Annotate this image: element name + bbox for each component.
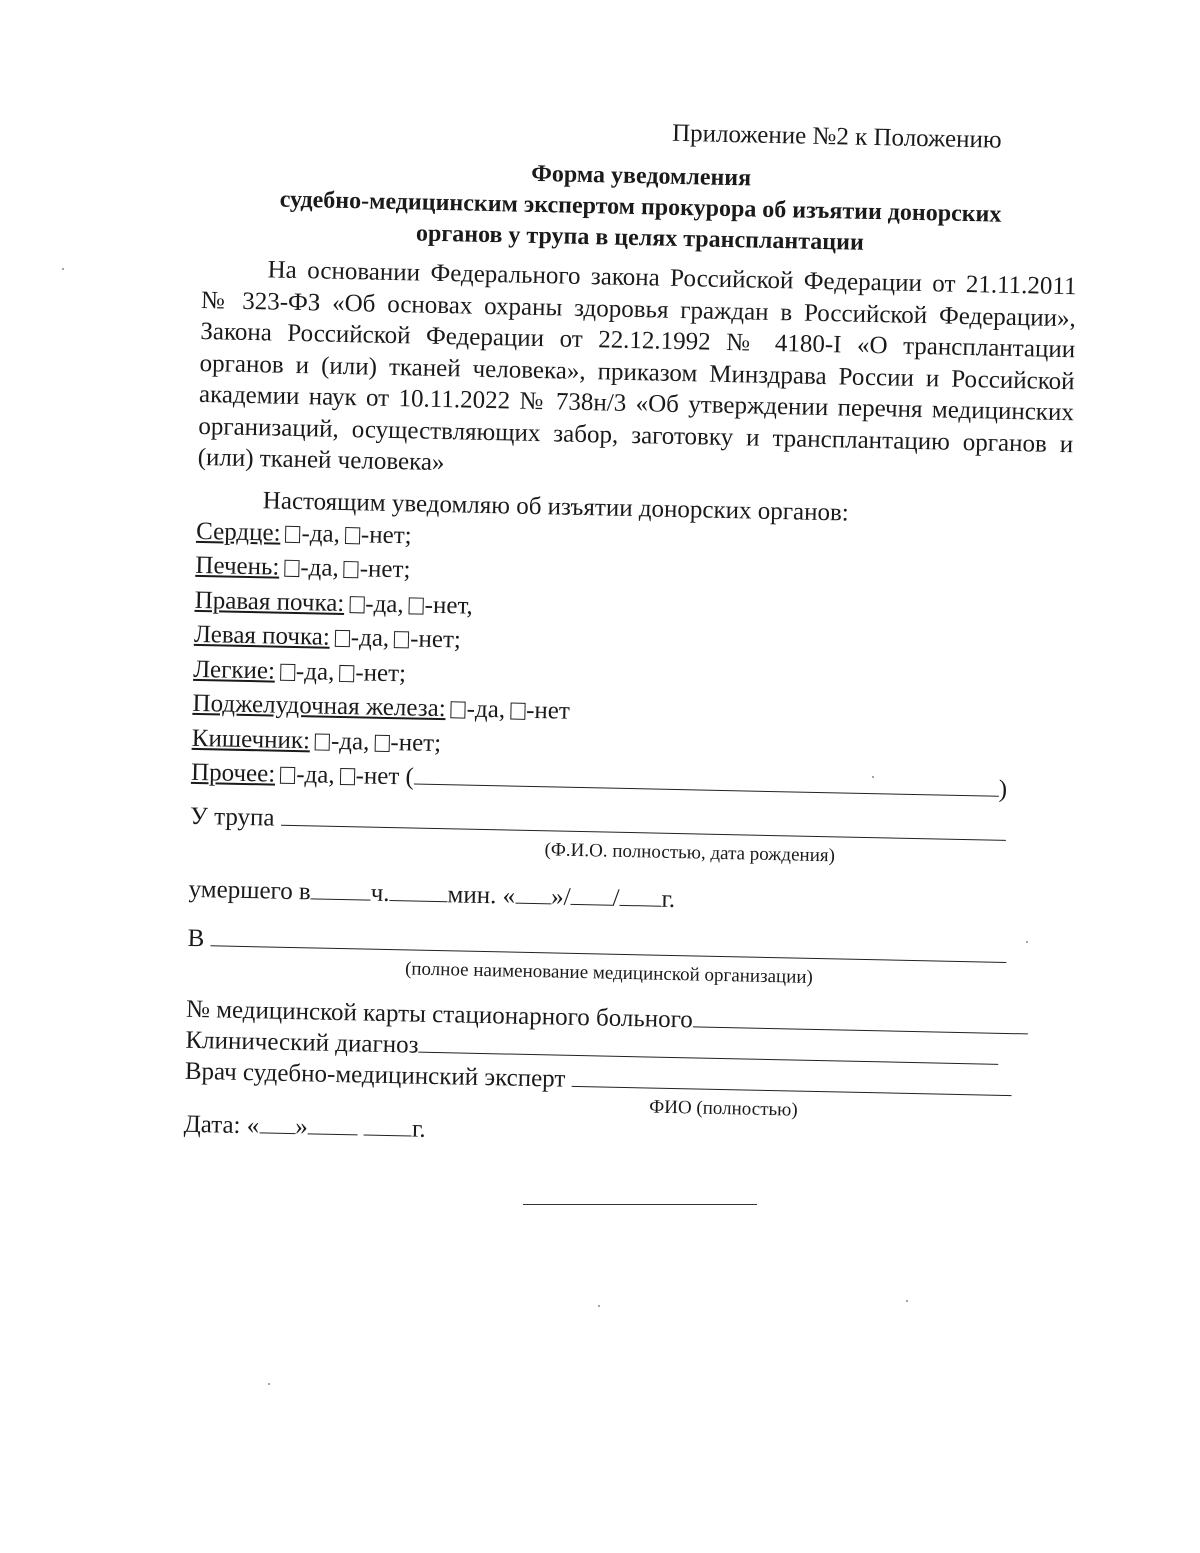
date-year-label: г. — [411, 1115, 426, 1143]
checkbox-no[interactable] — [339, 664, 354, 681]
yes-label: -да, — [295, 761, 335, 789]
title-line-3: органов у трупа в целях трансплантации — [415, 220, 865, 256]
organ-label: Сердце: — [195, 517, 281, 547]
yes-label: -да, — [295, 657, 335, 686]
checkbox-no[interactable] — [510, 703, 525, 720]
close-paren: ) — [998, 775, 1008, 803]
organ-label: Прочее: — [190, 758, 276, 788]
checkbox-no[interactable] — [345, 527, 360, 544]
corpse-name-field[interactable] — [281, 802, 1006, 840]
legal-basis-paragraph: На основании Федерального закона Российской Федерации от 21.11.2011 № 323-ФЗ «Об основах охраны здоровья граждан в Российской Федерации», Закона Российской Федерации от 22.12.1992 № 4180-I «О трансплантации органов и (или) тканей человека», приказом Минздрава России и Российской академии наук от 10.11.2022 № 738н/3 «Об утверждении перечня медицинских организаций, осуществляющих забор, заготовку и трансплантацию органов и (или) тканей человека» — [197, 256, 1077, 477]
expert-label: Врач судебно-медицинский эксперт — [184, 1057, 566, 1093]
checkbox-no[interactable] — [394, 631, 409, 648]
checkbox-no[interactable] — [408, 597, 423, 614]
scan-speck — [268, 1383, 270, 1385]
no-label: -нет, — [424, 591, 474, 620]
organization-field[interactable] — [210, 923, 1006, 963]
date-month-field[interactable] — [308, 1111, 358, 1135]
organ-label: Кишечник: — [191, 724, 311, 754]
checkbox-yes[interactable] — [335, 630, 350, 647]
died-label: умершего в — [188, 875, 312, 905]
year-label: г. — [661, 885, 676, 913]
form-title — [202, 152, 1079, 263]
no-label: -нет; — [359, 555, 411, 584]
document-body — [183, 110, 1079, 1158]
yes-label: -да, — [300, 554, 340, 582]
organ-list — [191, 514, 1072, 808]
minutes-field[interactable] — [389, 878, 447, 902]
expert-caption: ФИО (полностью) — [649, 1096, 798, 1121]
scan-speck — [872, 776, 874, 778]
month-field[interactable] — [570, 881, 612, 905]
day-close: »/ — [550, 882, 571, 911]
diagnosis-label: Клинический диагноз — [185, 1026, 419, 1059]
yes-label: -да, — [365, 589, 404, 618]
checkbox-yes[interactable] — [285, 525, 300, 542]
checkbox-yes[interactable] — [349, 596, 364, 613]
checkbox-yes[interactable] — [280, 663, 295, 680]
card-number-field[interactable] — [693, 1004, 1028, 1034]
checkbox-yes[interactable] — [451, 701, 466, 718]
checkbox-yes[interactable] — [280, 767, 295, 784]
scan-speck — [906, 1300, 908, 1302]
organization-label: В — [187, 924, 205, 952]
signature-separator-line — [523, 1204, 757, 1205]
checkbox-no[interactable] — [374, 734, 389, 751]
year-field[interactable] — [619, 882, 661, 906]
checkbox-no[interactable] — [344, 561, 359, 578]
organization-caption: (полное наименование медицинской организации) — [404, 957, 814, 988]
yes-label: -да, — [350, 624, 390, 652]
date-year-field[interactable] — [364, 1112, 412, 1136]
corpse-label: У трупа — [189, 802, 275, 832]
date-day-close: » — [294, 1112, 309, 1140]
organ-label: Печень: — [195, 551, 280, 581]
appendix-heading: Приложение №2 к Положению — [671, 119, 1002, 154]
date-day-field[interactable] — [259, 1110, 295, 1134]
no-label: -нет ( — [355, 762, 415, 791]
checkbox-yes[interactable] — [284, 560, 299, 577]
day-field[interactable] — [515, 880, 551, 904]
notify-line: Настоящим уведомляю об изъятии донорских органов: — [262, 486, 850, 527]
scan-speck — [62, 268, 64, 270]
title-line-2: судебно-медицинским экспертом прокурора об изъятии донорских — [279, 186, 1002, 228]
corpse-caption: (Ф.И.О. полностью, дата рождения) — [544, 838, 836, 866]
card-label: № медицинской карты стационарного больного — [185, 995, 694, 1033]
no-label: -нет; — [390, 728, 442, 757]
yes-label: -да, — [466, 695, 506, 724]
title-line-1: Форма уведомления — [531, 160, 752, 192]
organ-label: Легкие: — [193, 655, 276, 685]
death-time-row — [188, 873, 1063, 922]
slash: / — [612, 884, 620, 912]
minutes-label: мин. « — [447, 880, 516, 910]
checkbox-no[interactable] — [339, 768, 354, 785]
organ-label: Поджелудочная железа: — [192, 689, 447, 723]
date-label: Дата: « — [183, 1110, 260, 1139]
no-label: -нет — [525, 696, 571, 725]
scan-speck — [1026, 941, 1028, 943]
scan-speck — [598, 1305, 600, 1307]
hours-label: ч. — [370, 879, 390, 907]
organ-label: Правая почка: — [194, 586, 345, 617]
organ-label: Левая почка: — [193, 620, 331, 651]
yes-label: -да, — [330, 727, 370, 756]
no-label: -нет; — [355, 658, 407, 687]
checkbox-yes[interactable] — [315, 733, 330, 750]
no-label: -нет; — [409, 625, 462, 654]
no-label: -нет; — [360, 520, 412, 549]
yes-label: -да, — [301, 519, 341, 548]
hours-field[interactable] — [311, 876, 371, 900]
